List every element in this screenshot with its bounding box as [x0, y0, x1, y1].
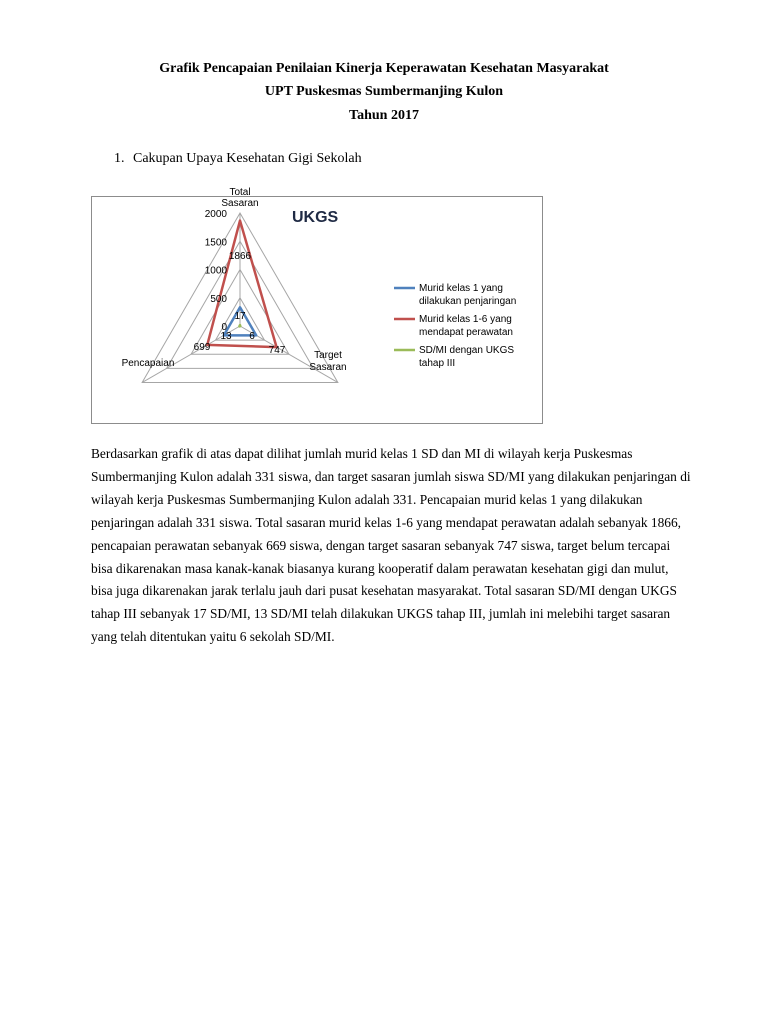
document-title-line-3: Tahun 2017: [349, 108, 419, 123]
data-label-747: 747: [268, 345, 286, 356]
section-number: 1.: [114, 151, 125, 166]
tick-label-0: 0: [221, 322, 227, 333]
legend-label-3-line-2: tahap III: [419, 358, 456, 369]
ukgs-radar-chart: [92, 187, 542, 423]
legend-label-3-line-1: SD/MI dengan UKGS: [419, 345, 515, 356]
document-title-line-1: Grafik Pencapaian Penilaian Kinerja Keperawatan Kesehatan Masyarakat: [159, 61, 609, 76]
axis-label-total-line-2: Sasaran: [221, 198, 259, 209]
legend-label-2-line-2: mendapat perawatan: [419, 327, 513, 338]
data-label-1866: 1866: [228, 251, 252, 262]
legend-label-2-line-1: Murid kelas 1-6 yang: [419, 314, 512, 325]
tick-label-1500: 1500: [204, 237, 227, 249]
chart-legend: [394, 283, 516, 369]
data-label-17: 17: [234, 311, 246, 322]
section-heading: [114, 151, 362, 167]
section-title: Cakupan Upaya Kesehatan Gigi Sekolah: [133, 151, 362, 166]
data-label-6: 6: [249, 331, 255, 342]
ukgs-chart: [91, 187, 543, 424]
tick-label-1000: 1000: [204, 265, 227, 277]
data-label-13: 13: [220, 331, 232, 342]
axis-label-target-line-2: Sasaran: [309, 362, 347, 373]
legend-label-1-line-2: dilakukan penjaringan: [419, 296, 517, 307]
tick-label-500: 500: [210, 293, 227, 305]
chart-title: UKGS: [292, 209, 339, 226]
document-title-line-2: UPT Puskesmas Sumbermanjing Kulon: [264, 84, 504, 99]
axis-label-pencapaian-line-1: Pencapaian: [121, 358, 175, 369]
axis-label-target-line-1: Target: [314, 350, 342, 361]
tick-label-2000: 2000: [204, 209, 227, 220]
axis-label-total-line-1: Total: [229, 187, 251, 198]
series-line-3: [239, 325, 240, 326]
legend-label-1-line-1: Murid kelas 1 yang: [419, 283, 503, 294]
data-label-699: 699: [193, 342, 211, 353]
body-paragraph: Berdasarkan grafik di atas dapat dilihat jumlah murid kelas 1 SD dan MI di wilayah kerja Puskesmas Sumbermanjing Kulon adalah 331 siswa, dan target sasaran jumlah siswa SD/MI yang dilakukan penjaringan di wilayah kerja Puskesmas Sumbermanjing Kulon adalah 331. Pencapaian murid kelas 1 yang dilakukan penjaringan adalah 331 siswa. Total sasaran murid kelas 1-6 yang mendapat perawatan adalah sebanyak 1866, pencapaian perawatan sebanyak 669 siswa, dengan target sasaran sebanyak 747 siswa, target belum tercapai bisa dikarenakan masa kanak-kanak biasanya kurang kooperatif dalam perawatan kesehatan gigi dan mulut, bisa juga dikarenakan jarak terlalu jauh dari pusat kesehatan masyarakat. Total sasaran SD/MI dengan UKGS tahap III sebanyak 17 SD/MI, 13 SD/MI telah dilakukan UKGS tahap III, jumlah ini melebihi target sasaran yang telah ditentukan yaitu 6 sekolah SD/MI.: [91, 446, 691, 645]
